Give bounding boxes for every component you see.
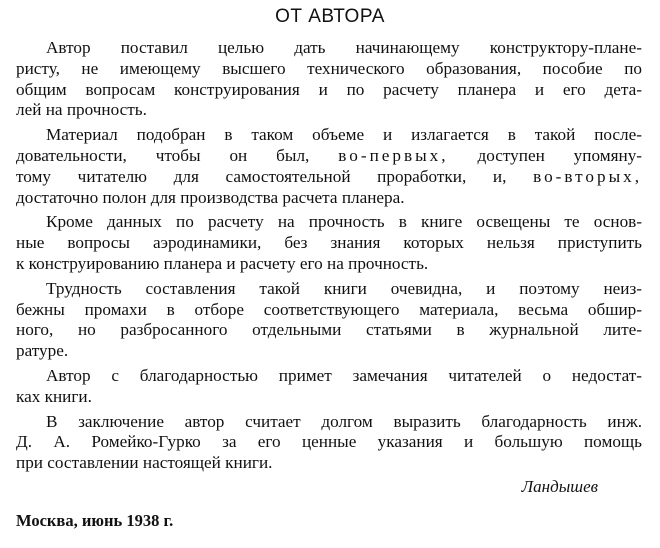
text-line: Материал подобран в таком объеме и излагается в такой после- (46, 125, 642, 145)
spaced-word-second: во-вторых, (533, 166, 643, 186)
preface-body (16, 38, 642, 478)
text-line: достаточно полон для производства расчета планера. (16, 187, 405, 207)
text-line: ратуре. (16, 341, 69, 361)
paragraph-5 (16, 366, 642, 408)
text-fragment: довательности, чтобы он был, (16, 145, 310, 165)
text-line: бежны промахи в отборе соответствующего материала, весьма обшир- (16, 299, 642, 319)
text-line: ристу, не имеющему высшего технического образования, пособие по (16, 58, 642, 78)
text-line: В заключение автор считает долгом выразить благодарность инж. (46, 411, 642, 431)
paragraph-4 (16, 279, 642, 362)
text-line: Трудность составления такой книги очевидна, и поэтому неиз- (46, 278, 642, 298)
text-line: к конструированию планера и расчету его на прочность. (16, 253, 429, 273)
text-fragment: доступен упомяну- (477, 145, 643, 165)
text-line: ные вопросы аэродинамики, без знания которых нельзя приступить (16, 233, 642, 253)
text-line: общим вопросам конструирования и по расчету планера и его дета- (16, 79, 642, 99)
text-line (16, 146, 642, 167)
page-title: ОТ АВТОРА (275, 6, 385, 27)
paragraph-1 (16, 38, 642, 121)
spaced-word-first: во-первых, (338, 145, 449, 165)
text-line: ках книги. (16, 386, 92, 406)
text-line: при составлении настоящей книги. (16, 453, 273, 473)
text-line: Кроме данных по расчету на прочность в книге освещены те основ- (46, 212, 642, 232)
author-signature: Ландышев (521, 477, 598, 496)
text-fragment: тому читателю для самостоятельной проработки, и, (16, 166, 507, 186)
text-line: Автор с благодарностью примет замечания читателей о недостат- (46, 365, 642, 385)
text-line: Д. А. Ромейко-Гурко за его ценные указания и большую помощь (16, 432, 642, 452)
text-line: лей на прочность. (16, 100, 147, 120)
text-line (16, 167, 642, 188)
paragraph-6 (16, 412, 642, 474)
text-line: Автор поставил целью дать начинающему конструктору-плане- (46, 38, 642, 57)
paragraph-3 (16, 212, 642, 274)
place-and-date: Москва, июнь 1938 г. (16, 511, 174, 530)
text-line: ного, но разбросанного отдельными статьями в журнальной лите- (16, 320, 642, 340)
paragraph-2 (16, 125, 642, 208)
